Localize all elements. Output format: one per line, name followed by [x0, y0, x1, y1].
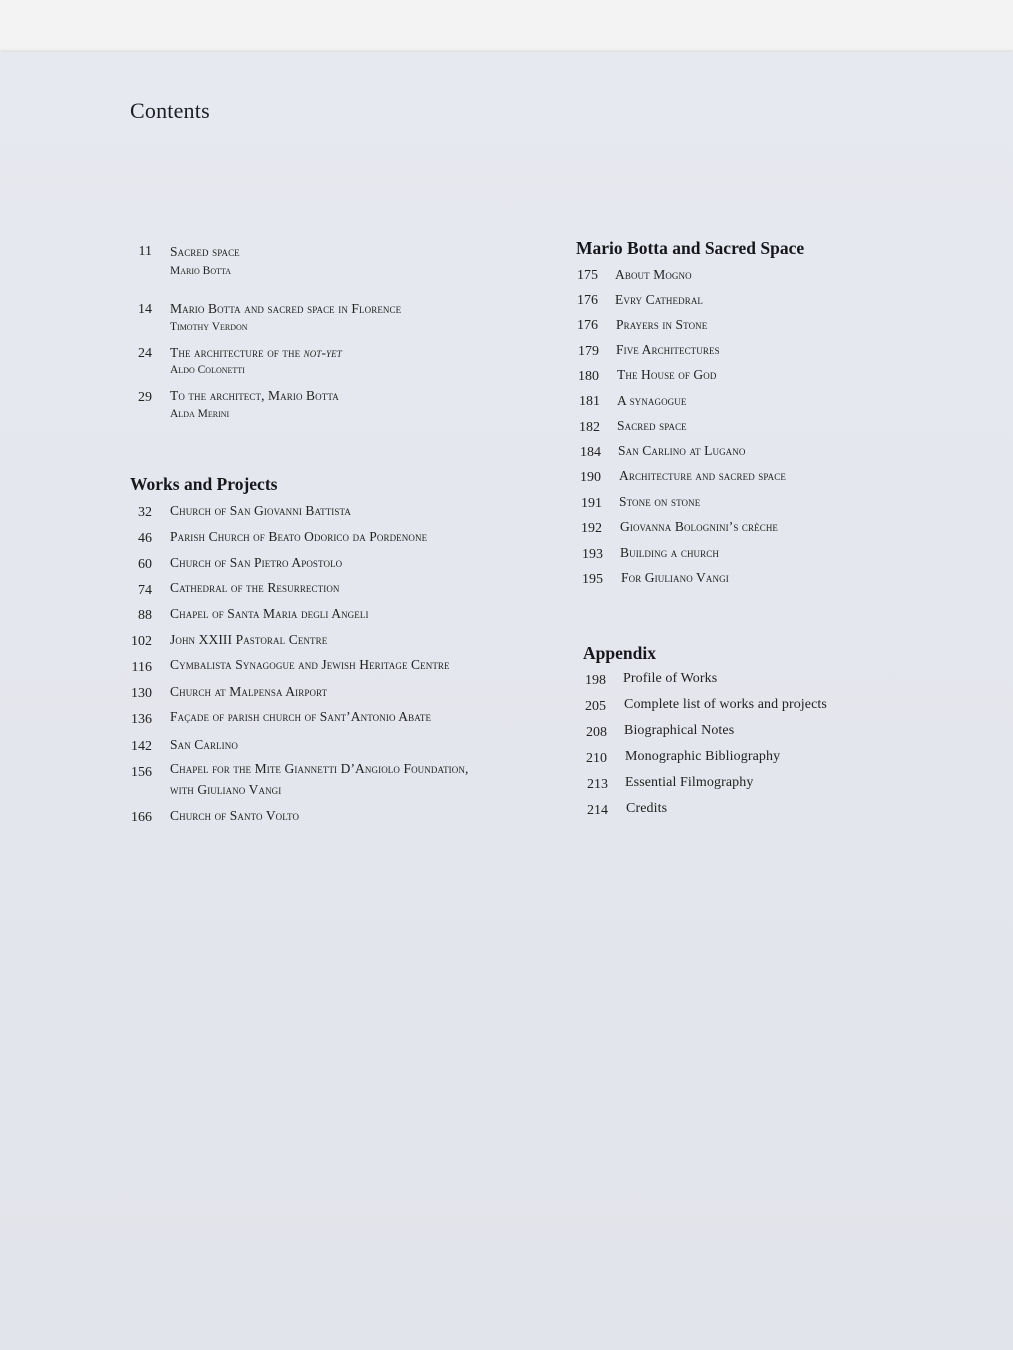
page-number: 192	[581, 521, 602, 536]
page-number: 181	[579, 394, 600, 409]
page-number: 176	[577, 293, 598, 308]
entry-title: Mario Botta and sacred space in Florence	[170, 301, 402, 316]
section-heading-botta: Mario Botta and Sacred Space	[576, 238, 805, 258]
page-number: 24	[138, 346, 152, 361]
section-heading-works: Works and Projects	[130, 474, 278, 494]
entry-title: Five Architectures	[616, 342, 720, 357]
entry-title: Façade of parish church of Sant’Antonio Abate	[170, 709, 432, 724]
entry-title: Stone on stone	[619, 494, 701, 509]
page-number: 180	[578, 369, 599, 384]
entry-title: A synagogue	[617, 393, 687, 408]
page-title: Contents	[130, 98, 210, 123]
page-number: 179	[578, 344, 599, 359]
page-number: 193	[582, 547, 603, 562]
section-heading-appendix: Appendix	[583, 643, 656, 663]
entry-title: About Mogno	[615, 267, 692, 282]
page-number: 191	[581, 496, 602, 511]
entry-title: San Carlino	[170, 737, 238, 752]
entry-title: Evry Cathedral	[615, 292, 704, 307]
page-number: 205	[585, 699, 606, 714]
entry-title: Monographic Bibliography	[625, 749, 781, 764]
entry-author: Alda Merini	[170, 408, 230, 420]
entry-title: Chapel for the Mite Giannetti D’Angiolo Foundation,	[170, 761, 469, 776]
entry-title: Architecture and sacred space	[619, 468, 786, 483]
page-number: 184	[580, 445, 601, 460]
page-number: 14	[138, 302, 152, 317]
page-number: 213	[587, 777, 608, 792]
page-number: 88	[138, 608, 152, 623]
entry-title: Sacred space	[617, 418, 687, 433]
entry-title: Prayers in Stone	[616, 317, 708, 332]
entry-title-emphasis: not-yet	[303, 345, 342, 360]
entry-title-continued: with Giuliano Vangi	[170, 782, 282, 797]
page-number: 195	[582, 572, 603, 587]
entry-title: John XXIII Pastoral Centre	[170, 632, 328, 647]
entry-title: Biographical Notes	[624, 723, 735, 738]
entry-title: Church of Santo Volto	[170, 808, 300, 823]
entry-title: To the architect, Mario Botta	[170, 388, 339, 403]
entry-author: Aldo Colonetti	[170, 364, 245, 376]
page-number: 176	[577, 318, 598, 333]
page-number: 214	[587, 803, 608, 818]
page-number: 32	[138, 505, 152, 520]
page-number: 130	[131, 686, 152, 701]
entry-author: Mario Botta	[170, 265, 232, 277]
entry-title: Cathedral of the Resurrection	[170, 580, 340, 595]
page-number: 29	[138, 390, 152, 405]
entry-title: Parish Church of Beato Odorico da Pordenone	[170, 529, 428, 544]
entry-title: Church at Malpensa Airport	[170, 684, 328, 699]
page-number: 102	[131, 634, 152, 649]
entry-title: Chapel of Santa Maria degli Angeli	[170, 606, 369, 621]
page-number: 198	[585, 673, 606, 688]
entry-title: Church of San Pietro Apostolo	[170, 555, 343, 570]
entry-title	[170, 345, 342, 361]
entry-title: San Carlino at Lugano	[618, 443, 746, 458]
page-number: 46	[138, 531, 152, 546]
entry-title: Essential Filmography	[625, 775, 754, 790]
page-number: 210	[586, 751, 607, 766]
page-number: 175	[577, 268, 598, 283]
entry-title: Giovanna Bolognini’s crèche	[620, 519, 779, 534]
page-number: 156	[131, 765, 152, 780]
entry-title: The House of God	[617, 367, 717, 382]
page-number: 208	[586, 725, 607, 740]
entry-title: Profile of Works	[623, 671, 718, 686]
page-number: 60	[138, 557, 152, 572]
page-number: 74	[138, 583, 152, 598]
entry-title: Church of San Giovanni Battista	[170, 503, 351, 518]
page-number: 11	[138, 244, 152, 259]
entry-title: For Giuliano Vangi	[621, 570, 729, 585]
entry-title: Sacred space	[170, 244, 240, 259]
page-number: 142	[131, 739, 152, 754]
page-number: 116	[131, 660, 152, 675]
entry-title-text: The architecture of the	[170, 345, 304, 360]
entry-title: Complete list of works and projects	[624, 697, 827, 712]
entry-author: Timothy Verdon	[170, 321, 248, 333]
page-number: 136	[131, 712, 152, 727]
entry-title: Building a church	[620, 545, 719, 560]
page-number: 182	[579, 420, 600, 435]
page-number: 190	[580, 470, 601, 485]
entry-title: Cymbalista Synagogue and Jewish Heritage Centre	[170, 657, 450, 672]
background-surface	[0, 0, 1013, 52]
entry-title: Credits	[626, 801, 668, 816]
page-number: 166	[131, 810, 152, 825]
